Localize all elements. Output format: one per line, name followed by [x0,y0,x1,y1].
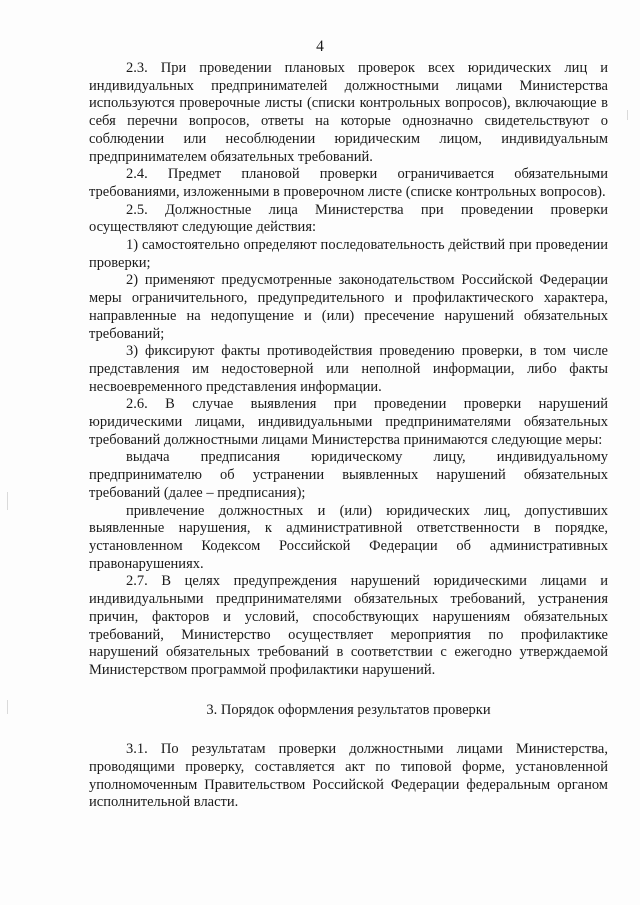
list-item-2-5-1: 1) самостоятельно определяют последовательность действий при проведении проверки; [89,237,608,271]
paragraph-3-1: 3.1. По результатам проверки должностными лицами Министерства, проводящими проверку, составляется акт по типовой форме, установленной уполномоченным Правительством Российской Федерации федеральным органом исполнительной власти. [89,741,608,811]
scan-artifact [627,110,628,120]
list-item-2-5-3: 3) фиксируют факты противодействия проведению проверки, в том числе представления им недостоверной или неполной информации, либо факты несвоевременного представления информации. [89,343,608,395]
paragraph-2-7: 2.7. В целях предупреждения нарушений юридическими лицами и индивидуальными предпринимателями обязательных требований, устранения причин, факторов и условий, способствующих нарушениям обязательных требований, Министерство осуществляет мероприятия по профилактике нарушений обязательных требований в соответствии с ежегодно утверждаемой Министерством программой профилактики нарушений. [89,573,608,678]
scan-artifact [7,492,8,510]
section-3-heading: 3. Порядок оформления результатов проверки [206,701,491,718]
paragraph-2-6: 2.6. В случае выявления при проведении проверки нарушений юридическими лицами, индивидуальными предпринимателями обязательных требований должностными лицами Министерства принимаются следующие меры: [89,396,608,448]
document-body [89,60,608,812]
page-number: 4 [316,38,324,55]
list-item-2-6-b: привлечение должностных и (или) юридических лиц, допустивших выявленные нарушения, к административной ответственности в порядке, установленном Кодексом Российской Федерации об административных правонарушениях. [89,502,608,572]
paragraph-2-3: 2.3. При проведении плановых проверок всех юридических лиц и индивидуальных предпринимателей должностными лицами Министерства используются проверочные листы (списки контрольных вопросов), включающие в себя перечни вопросов, ответы на которые однозначно свидетельствуют о соблюдении или несоблюдении юридическим лицом, индивидуальным предпринимателем обязательных требований. [89,60,608,165]
paragraph-2-4: 2.4. Предмет плановой проверки ограничивается обязательными требованиями, изложенными в проверочном листе (списке контрольных вопросов). [89,166,608,200]
list-item-2-5-2: 2) применяют предусмотренные законодательством Российской Федерации меры ограничительного, предупредительного и профилактического характера, направленные на недопущение и (или) пресечение нарушений обязательных требований; [89,272,608,342]
paragraph-2-5: 2.5. Должностные лица Министерства при проведении проверки осуществляют следующие действия: [89,201,608,236]
list-item-2-6-a: выдача предписания юридическому лицу, индивидуальному предпринимателю об устранении выявленных нарушений обязательных требований (далее – предписания); [89,449,608,501]
scan-artifact [7,700,8,714]
